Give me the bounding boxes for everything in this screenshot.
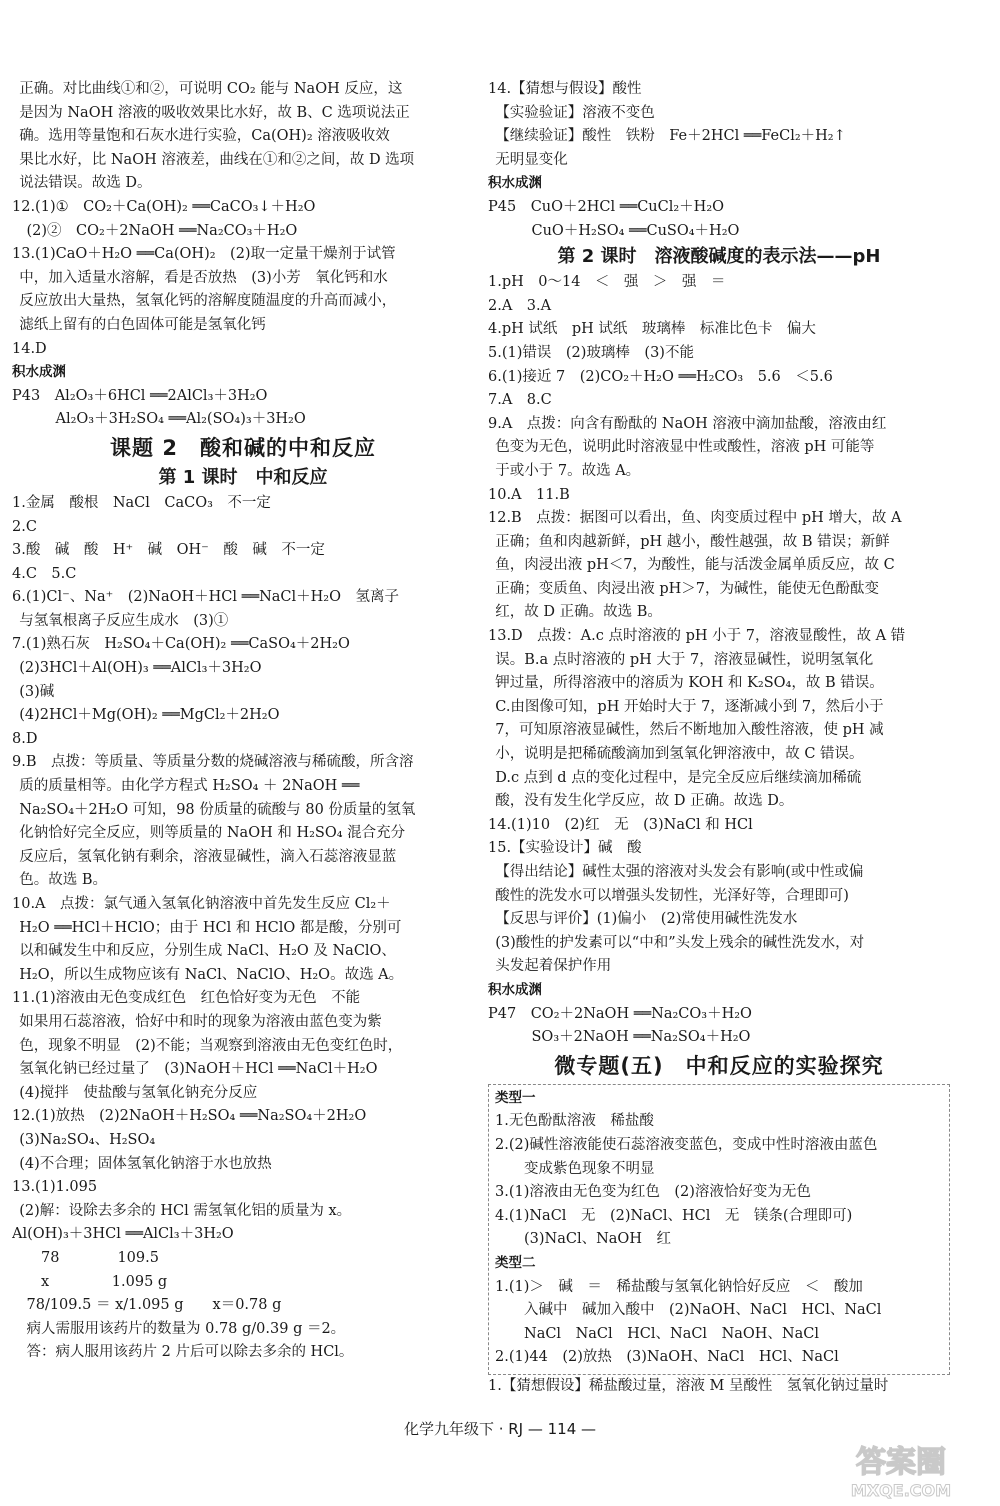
text-line: 答：病人服用该药片 2 片后可以除去多余的 HCl。 [12, 1344, 354, 1361]
text-line: 13.(1)1.095 [12, 1179, 98, 1196]
text-line: (2)② CO₂＋2NaOH ══Na₂CO₃＋H₂O [12, 222, 298, 239]
subsection-label: 类型二 [495, 1254, 536, 1271]
subsection-label: 积水成渊 [488, 981, 542, 998]
text-line: 正确。对比曲线①和②，可说明 CO₂ 能与 NaOH 反应，这 [19, 81, 403, 97]
text-line: (3)酸性的护发素可以“中和”头发上残余的碱性洗发水，对 [495, 934, 865, 951]
text-line: 15.【实验设计】碱 酸 [488, 840, 642, 857]
page-footer: 化学九年级下 · RJ — 114 — [403, 1420, 597, 1438]
text-line: (3)碱 [19, 683, 55, 700]
text-line: 7，可知原溶液显碱性，然后不断地加入酸性溶液，使 pH 减 [495, 722, 884, 739]
right-column [488, 78, 950, 1398]
text-line: 2.(1)44 (2)放热 (3)NaOH、NaCl HCl、NaCl [495, 1349, 839, 1366]
text-line: 9.A 点拨：向含有酚酞的 NaOH 溶液中滴加盐酸，溶液由红 [488, 415, 887, 432]
text-line: 12.(1)① CO₂＋Ca(OH)₂ ══CaCO₃↓＋H₂O [12, 198, 316, 215]
text-line: SO₃＋2NaOH ══Na₂SO₄＋H₂O [488, 1029, 751, 1046]
watermark-text: 答案圈 [856, 1445, 946, 1480]
text-line: P43 Al₂O₃＋6HCl ══2AlCl₃＋3H₂O [12, 387, 268, 404]
text-line: 中，加入适量水溶解，看是否放热 (3)小芳 氧化钙和水 [19, 269, 388, 286]
text-line: 以和碱发生中和反应，分别生成 NaCl、H₂O 及 NaClO、 [19, 943, 396, 960]
text-line: 色。故选 B。 [19, 872, 108, 889]
text-line: 色，现象不明显 (2)不能；当观察到溶液由无色变红色时， [19, 1037, 403, 1054]
lesson-heading: 第 2 课时 溶液酸碱度的表示法——pH [557, 246, 881, 268]
text-line: H₂O，所以生成物应该有 NaCl、NaClO、H₂O。故选 A。 [19, 966, 404, 983]
text-line: 正确；变质鱼、肉浸出液 pH＞7，为碱性，能使无色酚酞变 [495, 580, 880, 597]
text-line: 入碱中 碱加入酸中 (2)NaOH、NaCl HCl、NaCl [524, 1302, 882, 1319]
text-line: H₂O ══HCl＋HClO；由于 HCl 和 HClO 都是酸，分别可 [19, 919, 402, 936]
text-line: Al(OH)₃＋3HCl ══AlCl₃＋3H₂O [12, 1226, 234, 1243]
text-line: 色变为无色，说明此时溶液显中性或酸性，溶液 pH 可能等 [495, 439, 875, 456]
text-line: 1.(1)＞ 碱 ＝ 稀盐酸与氢氧化钠恰好反应 ＜ 酸加 [495, 1278, 863, 1295]
text-line: 【实验验证】溶液不变色 [495, 104, 655, 121]
watermark-logo [816, 1438, 986, 1500]
text-line: D.c 点到 d 点的变化过程中，是完全反应后继续滴加稀硫 [495, 769, 862, 786]
text-line: 14.(1)10 (2)红 无 (3)NaCl 和 HCl [488, 816, 753, 833]
text-line: (4)不合理；固体氢氧化钠溶于水也放热 [19, 1155, 272, 1172]
text-line: 4.(1)NaCl 无 (2)NaCl、HCl 无 镁条(合理即可) [495, 1207, 853, 1224]
lesson-heading: 第 1 课时 中和反应 [158, 466, 328, 488]
text-line: 12.B 点拨：据图可以看出，鱼、肉变质过程中 pH 增大，故 A [488, 510, 902, 527]
text-line: 反应后，氢氧化钠有剩余，溶液显碱性，滴入石蕊溶液显蓝 [19, 848, 397, 865]
text-line: CuO＋H₂SO₄ ══CuSO₄＋H₂O [488, 222, 740, 239]
text-line: (2)3HCl＋Al(OH)₃ ══AlCl₃＋3H₂O [19, 660, 262, 677]
text-line: 【继续验证】酸性 铁粉 Fe＋2HCl ══FeCl₂＋H₂↑ [495, 128, 846, 145]
text-line: (4)搅拌 使盐酸与氢氧化钠充分反应 [19, 1084, 258, 1101]
text-line: 小，说明是把稀硫酸滴加到氢氧化钾溶液中，故 C 错误。 [495, 746, 864, 763]
text-line: x 1.095 g [12, 1273, 168, 1290]
left-column [12, 78, 474, 1365]
text-line: 10.A 11.B [488, 486, 570, 503]
text-line: 3.(1)溶液由无色变为红色 (2)溶液恰好变为无色 [495, 1184, 811, 1201]
text-line: 误。B.a 点时溶液的 pH 大于 7，溶液显碱性，说明氢氧化 [495, 651, 874, 668]
text-line: 6.(1)接近 7 (2)CO₂＋H₂O ══H₂CO₃ 5.6 ＜5.6 [488, 368, 833, 385]
text-line: 如果用石蕊溶液，恰好中和时的现象为溶液由蓝色变为紫 [19, 1013, 382, 1030]
text-line: 鱼，肉浸出液 pH＜7，为酸性，能与活泼金属单质反应，故 C [495, 557, 895, 574]
text-line: 78 109.5 [12, 1249, 159, 1266]
section-heading: 课题 2 酸和碱的中和反应 [110, 435, 376, 460]
text-line: 正确；鱼和肉越新鲜，pH 越小，酸性越强，故 B 错误；新鲜 [495, 533, 890, 550]
text-line: 8.D [12, 730, 38, 747]
text-line: 11.(1)溶液由无色变成红色 红色恰好变为无色 不能 [12, 990, 361, 1007]
text-line: 4.pH 试纸 pH 试纸 玻璃棒 标准比色卡 偏大 [488, 321, 816, 338]
text-line: C.由图像可知，pH 开始时大于 7，逐渐减小到 7，然后小于 [495, 698, 884, 715]
text-line: 说法错误。故选 D。 [19, 175, 152, 192]
text-line: 2.C [12, 518, 37, 535]
text-line: 钾过量，所得溶液中的溶质为 KOH 和 K₂SO₄，故 B 错误。 [495, 675, 884, 692]
text-line: P47 CO₂＋2NaOH ══Na₂CO₃＋H₂O [488, 1005, 752, 1022]
text-line: 13.D 点拨：A.c 点时溶液的 pH 小于 7，溶液显酸性，故 A 错 [488, 628, 906, 645]
text-line: 7.(1)熟石灰 H₂SO₄＋Ca(OH)₂ ══CaSO₄＋2H₂O [12, 636, 350, 653]
text-line: 变成紫色现象不明显 [524, 1160, 655, 1177]
text-line: (2)解：设除去多余的 HCl 需氢氧化铝的质量为 x。 [19, 1202, 352, 1219]
text-line: Na₂SO₄＋2H₂O 可知，98 份质量的硫酸与 80 份质量的氢氧 [19, 801, 416, 818]
text-line: 病人需服用该药片的数量为 0.78 g/0.39 g ＝2。 [12, 1320, 346, 1337]
text-line: 4.C 5.C [12, 565, 77, 582]
topic-answer-box [488, 1084, 950, 1375]
text-line: 质的质量相等。由化学方程式 H₂SO₄ ＋ 2NaOH ══ [19, 778, 360, 795]
text-line: 与氢氧根离子反应生成水 (3)① [19, 612, 229, 629]
text-line: 反应放出大量热，氢氧化钙的溶解度随温度的升高而减小， [19, 293, 397, 310]
text-line: 头发起着保护作用 [495, 958, 612, 975]
subsection-label: 类型一 [495, 1089, 536, 1106]
text-line: 酸性的洗发水可以增强头发韧性，光泽好等，合理即可) [495, 887, 849, 904]
text-line: 于或小于 7。故选 A。 [495, 462, 641, 479]
text-line: 1.无色酚酞溶液 稀盐酸 [495, 1113, 654, 1130]
text-line: 14.D [12, 340, 47, 357]
text-line: 3.酸 碱 酸 H⁺ 碱 OH⁻ 酸 碱 不一定 [12, 542, 325, 559]
text-line: 1.pH 0～14 ＜ 强 ＞ 强 ＝ [488, 274, 726, 291]
text-line: (3)Na₂SO₄、H₂SO₄ [19, 1131, 156, 1148]
text-line: 化钠恰好完全反应，则等质量的 NaOH 和 H₂SO₄ 混合充分 [19, 825, 406, 842]
text-line: 确。选用等量饱和石灰水进行实验，Ca(OH)₂ 溶液吸收效 [19, 128, 390, 145]
text-line: 2.(2)碱性溶液能使石蕊溶液变蓝色，变成中性时溶液由蓝色 [495, 1136, 878, 1153]
text-line: 14.【猜想与假设】酸性 [488, 81, 642, 97]
text-line: 1.金属 酸根 NaCl CaCO₃ 不一定 [12, 494, 271, 511]
text-line: 2.A 3.A [488, 297, 552, 314]
text-line: 78/109.5 ＝ x/1.095 g x＝0.78 g [12, 1297, 282, 1314]
text-line: Al₂O₃＋3H₂SO₄ ══Al₂(SO₄)₃＋3H₂O [12, 411, 306, 428]
text-line: 9.B 点拨：等质量、等质量分数的烧碱溶液与稀硫酸，所含溶 [12, 754, 414, 771]
section-heading: 微专题(五) 中和反应的实验探究 [554, 1053, 884, 1078]
text-line: 酸，没有发生化学反应，故 D 正确。故选 D。 [495, 793, 794, 810]
text-line: 13.(1)CaO＋H₂O ══Ca(OH)₂ (2)取一定量干燥剂于试管 [12, 246, 396, 263]
text-line: 【得出结论】碱性太强的溶液对头发会有影响(或中性或偏 [495, 864, 864, 880]
text-line: (4)2HCl＋Mg(OH)₂ ══MgCl₂＋2H₂O [19, 707, 280, 724]
text-line: 【反思与评价】(1)偏小 (2)常使用碱性洗发水 [495, 911, 798, 928]
text-line: 6.(1)Cl⁻、Na⁺ (2)NaOH＋HCl ══NaCl＋H₂O 氢离子 [12, 589, 400, 606]
watermark-url: MXQE.COM [850, 1481, 952, 1500]
text-line: P45 CuO＋2HCl ══CuCl₂＋H₂O [488, 198, 725, 215]
text-line: 氢氧化钠已经过量了 (3)NaOH＋HCl ══NaCl＋H₂O [19, 1061, 378, 1078]
text-line: 红，故 D 正确。故选 B。 [495, 604, 662, 621]
text-line: (3)NaCl、NaOH 红 [524, 1231, 671, 1248]
text-line: 12.(1)放热 (2)2NaOH＋H₂SO₄ ══Na₂SO₄＋2H₂O [12, 1108, 367, 1125]
text-line: 5.(1)错误 (2)玻璃棒 (3)不能 [488, 344, 694, 361]
text-line: 果比水好，比 NaOH 溶液差，曲线在①和②之间，故 D 选项 [19, 151, 415, 168]
text-line: NaCl NaCl HCl、NaCl NaOH、NaCl [524, 1325, 819, 1342]
text-line: 滤纸上留有的白色固体可能是氢氧化钙 [19, 316, 266, 333]
subsection-label: 积水成渊 [488, 175, 542, 192]
text-line: 无明显变化 [495, 151, 568, 168]
subsection-label: 积水成渊 [12, 364, 66, 381]
text-line: 7.A 8.C [488, 392, 552, 409]
text-line: 10.A 点拨：氯气通入氢氧化钠溶液中首先发生反应 Cl₂＋ [12, 896, 391, 912]
text-line: 1.【猜想假设】稀盐酸过量，溶液 M 呈酸性 氢氧化钠过量时 [488, 1377, 889, 1394]
text-line: 是因为 NaOH 溶液的吸收效果比水好，故 B、C 选项说法正 [19, 104, 410, 121]
